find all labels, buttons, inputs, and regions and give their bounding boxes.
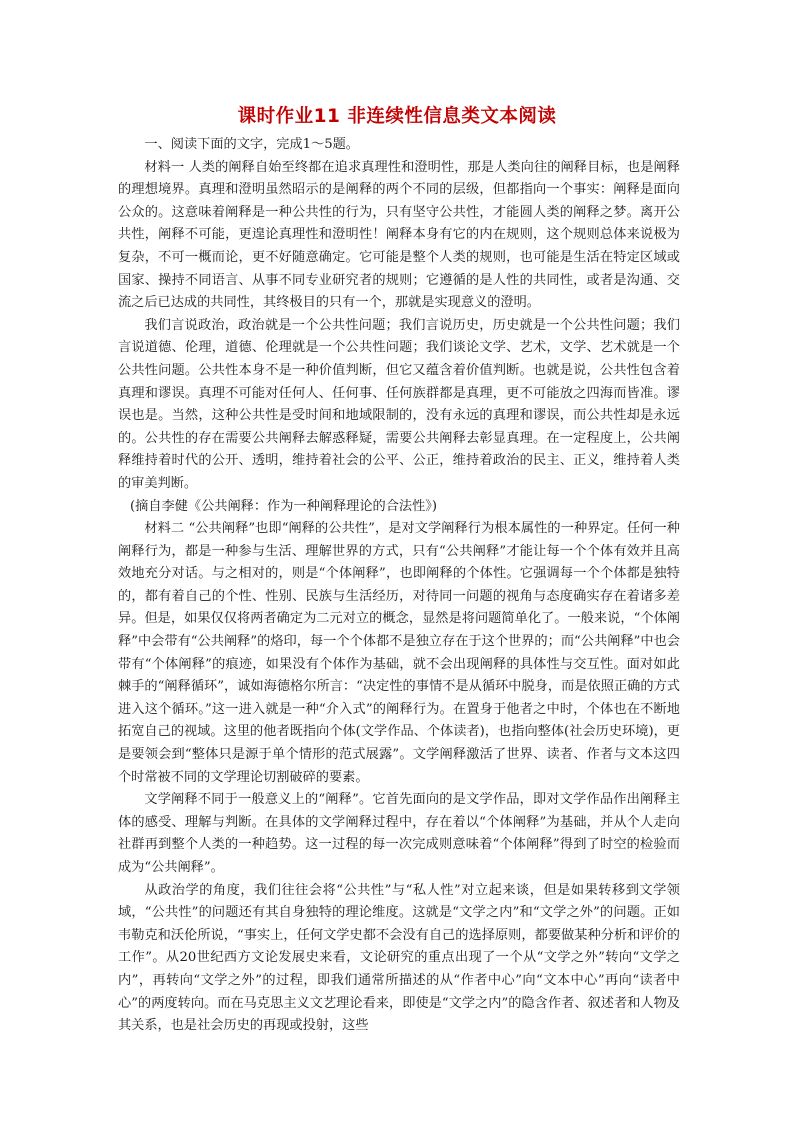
question-instruction: 一、阅读下面的文字，完成1～5题。	[144, 137, 359, 152]
material-one-paragraph-1: 材料一 人类的阐释自始至终都在追求真理性和澄明性，那是人类向往的阐释目标，也是阐释的理想境界。真理和澄明虽然昭示的是阐释的两个不同的层级，但都指向一个事实：阐释是面向公众的。这意味着阐释是一种公共性的行为，只有坚守公共性，才能圆人类的阐释之梦。离开公共性，阐释不可能，更遑论真理性和澄明性！阐释本身有它的内在规则，这个规则总体来说极为复杂，不可一概而论，更不好随意确定。它可能是整个人类的规则，也可能是生活在特定区域或国家、操持不同语言、从事不同专业研究者的规则；它遵循的是人性的共同性，或者是沟通、交流之后已达成的共同性，其终极目的只有一个，那就是实现意义的澄明。	[118, 159, 680, 311]
document-title: 课时作业11 非连续性信息类文本阅读	[237, 106, 557, 127]
document-body	[118, 134, 680, 1038]
material-one-paragraph-2: 我们言说政治，政治就是一个公共性问题；我们言说历史，历史就是一个公共性问题；我们言说道德、伦理，道德、伦理就是一个公共性问题；我们谈论文学、艺术，文学、艺术就是一个公共性问题。公共性本身不是一种价值判断，但它又蕴含着价值判断。也就是说，公共性包含着真理和谬误。真理不可能对任何人、任何事、任何族群都是真理，更不可能放之四海而皆准。谬误也是。当然，这种公共性是受时间和地域限制的，没有永远的真理和谬误，而公共性却是永远的。公共性的存在需要公共阐释去解惑释疑，需要公共阐释去彰显真理。在一定程度上，公共阐释维持着时代的公开、透明，维持着社会的公平、公正，维持着政治的民主、正义，维持着人类的审美判断。	[118, 317, 680, 491]
material-two-paragraph-1: 材料二 “公共阐释”也即“阐释的公共性”，是对文学阐释行为根本属性的一种界定。任何一种阐释行为，都是一种参与生活、理解世界的方式，只有“公共阐释”才能让每一个个体有效并且高效地充分对话。与之相对的，则是“个体阐释”，也即阐释的个体性。它强调每一个个体都是独特的，都有着自己的个性、性别、民族与生活经历，对待同一问题的视角与态度确实存在着诸多差异。但是，如果仅仅将两者确定为二元对立的概念，显然是将问题简单化了。一般来说，“个体阐释”中会带有“公共阐释”的烙印，每一个个体都不是独立存在于这个世界的；而“公共阐释”中也会带有“个体阐释”的痕迹，如果没有个体作为基础，就不会出现阐释的具体性与交互性。面对如此棘手的“阐释循环”，诚如海德格尔所言：“决定性的事情不是从循环中脱身，而是依照正确的方式进入这个循环。”这一进入就是一种“介入式”的阐释行为。在置身于他者之中时，个体也在不断地拓宽自己的视域。这里的他者既指向个体(文学作品、个体读者)，也指向整体(社会历史环境)，更是要领会到“整体只是源于单个情形的范式展露”。文学阐释激活了世界、读者、作者与文本这四个时常被不同的文学理论切割破碎的要素。	[118, 521, 680, 785]
material-two-paragraph-3: 从政治学的角度，我们往往会将“公共性”与“私人性”对立起来谈，但是如果转移到文学领域，“公共性”的问题还有其自身独特的理论维度。这就是“文学之内”和“文学之外”的问题。正如韦勒克和沃伦所说，“事实上，任何文学史都不会没有自己的选择原则，都要做某种分析和评价的工作”。从20世纪西方文论发展史来看，文论研究的重点出现了一个从“文学之外”转向“文学之内”，再转向“文学之外”的过程，即我们通常所描述的从“作者中心”向“文本中心”再向“读者中心”的两度转向。而在马克思主义文艺理论看来，即使是“文学之内”的隐含作者、叙述者和人物及其关系，也是社会历史的再现或投射，这些	[118, 882, 680, 1034]
material-one-source: (摘自李健《公共阐释：作为一种阐释理论的合法性》)	[130, 498, 438, 514]
material-two-paragraph-2: 文学阐释不同于一般意义上的“阐释”。它首先面向的是文学作品，即对文学作品作出阐释主体的感受、理解与判断。在具体的文学阐释过程中，存在着以“个体阐释”为基础，并从个人走向社群再到整个人类的一种趋势。这一过程的每一次完成则意味着“个体阐释”得到了时空的检验而成为“公共阐释”。	[118, 792, 680, 875]
